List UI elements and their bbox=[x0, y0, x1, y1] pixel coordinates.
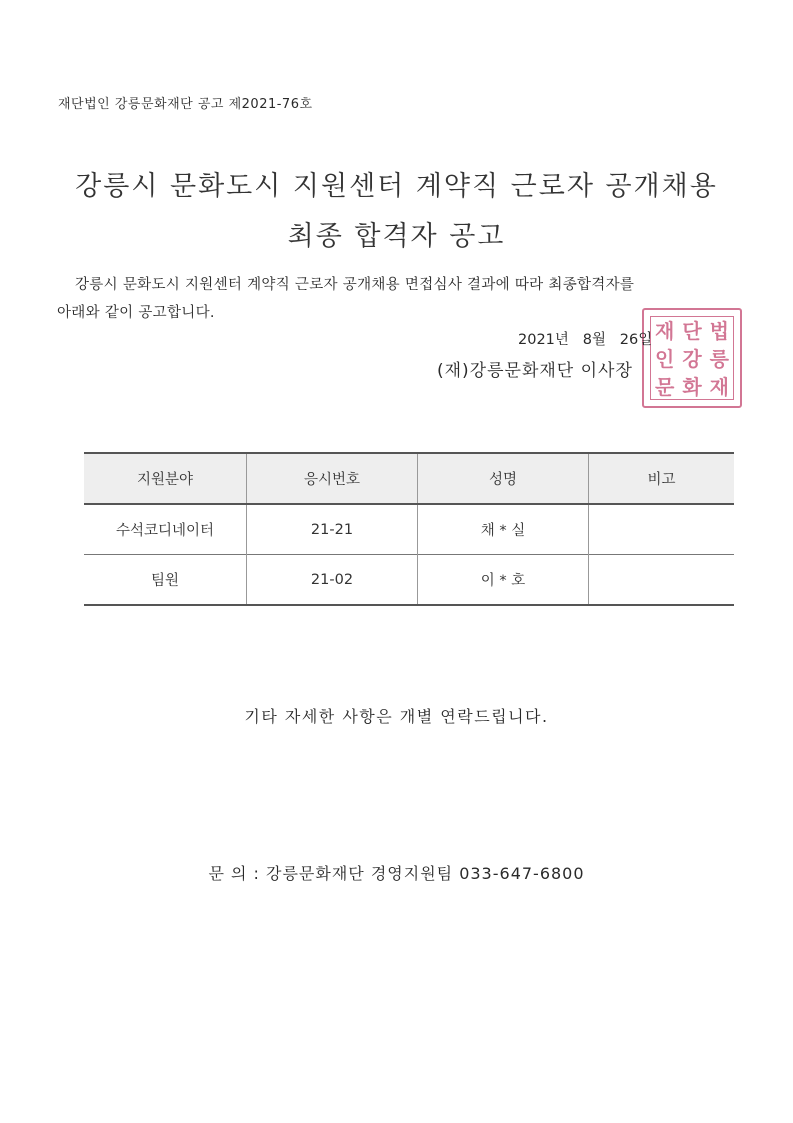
notice-text: 기타 자세한 사항은 개별 연락드립니다. bbox=[244, 707, 549, 726]
issuer-name: (재)강릉문화재단 이사장 bbox=[437, 361, 633, 381]
column-header-name: 성명 bbox=[418, 453, 589, 504]
official-seal bbox=[642, 308, 742, 408]
cell-name: 이 * 호 bbox=[418, 555, 589, 606]
results-table bbox=[84, 452, 734, 606]
cell-remarks bbox=[589, 555, 735, 606]
column-header-remarks: 비고 bbox=[589, 453, 735, 504]
seal-char: 문 bbox=[655, 375, 675, 399]
column-header-field: 지원분야 bbox=[84, 453, 247, 504]
page-subtitle: 최종 합격자 공고 bbox=[287, 221, 506, 252]
seal-char: 인 bbox=[655, 347, 675, 371]
cell-exam-number: 21-02 bbox=[247, 555, 418, 606]
seal-char: 재 bbox=[709, 375, 729, 399]
table-row bbox=[84, 504, 734, 555]
seal-char: 릉 bbox=[709, 347, 729, 371]
cell-remarks bbox=[589, 504, 735, 555]
seal-char: 강 bbox=[682, 347, 702, 371]
intro-text-line2: 아래와 같이 공고합니다. bbox=[57, 305, 215, 321]
table-header-row bbox=[84, 453, 734, 504]
cell-field: 팀원 bbox=[84, 555, 247, 606]
contact-info: 문 의 : 강릉문화재단 경영지원팀 033-647-6800 bbox=[208, 864, 585, 883]
cell-field: 수석코디네이터 bbox=[84, 504, 247, 555]
seal-char: 화 bbox=[682, 375, 702, 399]
seal-char: 법 bbox=[709, 319, 729, 343]
seal-char: 단 bbox=[682, 319, 702, 343]
cell-name: 채 * 실 bbox=[418, 504, 589, 555]
page-title: 강릉시 문화도시 지원센터 계약직 근로자 공개채용 bbox=[75, 171, 718, 202]
announcement-date: 2021년 8월 26일 bbox=[518, 332, 653, 348]
column-header-exam-number: 응시번호 bbox=[247, 453, 418, 504]
table-row bbox=[84, 555, 734, 606]
cell-exam-number: 21-21 bbox=[247, 504, 418, 555]
seal-char: 재 bbox=[655, 319, 675, 343]
announcement-number: 재단법인 강릉문화재단 공고 제2021-76호 bbox=[58, 97, 313, 112]
intro-text-line1: 강릉시 문화도시 지원센터 계약직 근로자 공개채용 면접심사 결과에 따라 최종합격자를 bbox=[75, 277, 635, 293]
